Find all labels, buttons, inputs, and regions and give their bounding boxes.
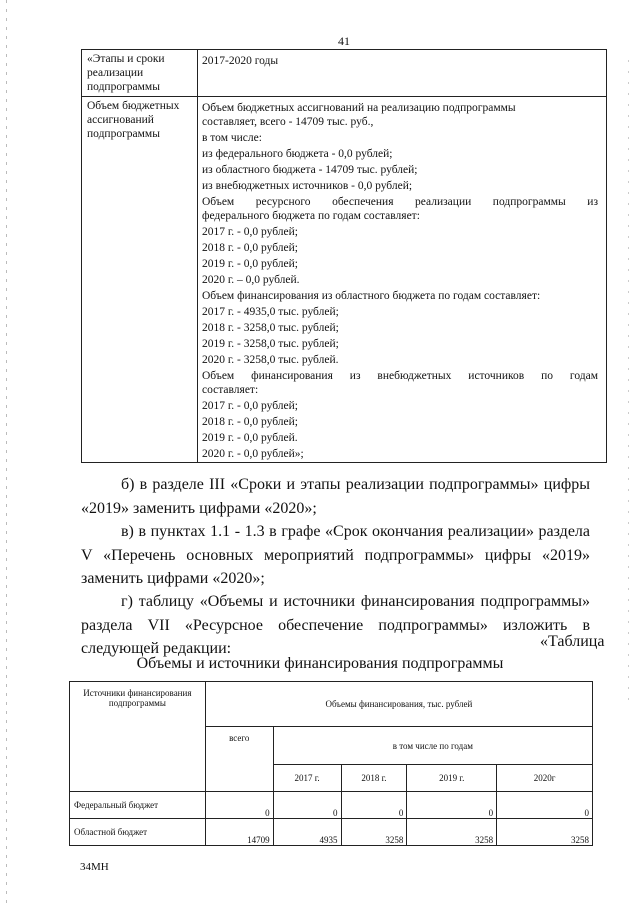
budget-line: 2017 г. - 0,0 рублей; <box>202 226 298 238</box>
row-year-value: 3258 <box>497 819 593 846</box>
paragraph-v <box>81 520 590 591</box>
row-year-value: 0 <box>341 792 407 819</box>
table-note: «Таблица <box>540 633 605 650</box>
budget-line: из областного бюджета - 14709 тыс. рублей; <box>202 164 418 176</box>
budget-line: 2020 г. - 0,0 рублей»; <box>202 448 304 460</box>
row-year-value: 3258 <box>341 819 407 846</box>
header-by-year: в том числе по годам <box>273 727 592 765</box>
passport-table <box>81 49 607 463</box>
budget-line: Объем финансирования из внебюджетных источников по годам <box>202 370 598 382</box>
passport-label-stages: «Этапы и сроки реализации подпрограммы <box>82 50 198 97</box>
row-year-value: 0 <box>497 792 593 819</box>
header-year: 2020г <box>497 765 593 792</box>
paragraph-line: раздела VII «Ресурсное обеспечение подпрограммы» изложить в <box>81 616 590 634</box>
header-year: 2019 г. <box>407 765 497 792</box>
row-year-value: 0 <box>273 792 341 819</box>
budget-line: 2017 г. - 4935,0 тыс. рублей; <box>202 306 339 318</box>
table-row <box>70 819 593 846</box>
budget-line: в том числе: <box>202 132 262 144</box>
row-total: 14709 <box>205 819 273 846</box>
budget-line: составляет, всего - 14709 тыс. руб., <box>202 116 374 128</box>
budget-line: 2018 г. - 0,0 рублей; <box>202 242 298 254</box>
budget-line: Объем ресурсного обеспечения реализации подпрограммы из <box>202 196 598 208</box>
header-year: 2017 г. <box>273 765 341 792</box>
paragraph-line: б) в разделе III «Сроки и этапы реализации подпрограммы» цифры <box>121 476 590 493</box>
paragraph-line: в) в пунктах 1.1 - 1.3 в графе «Срок окончания реализации» раздела <box>121 523 590 540</box>
paragraph-line: заменить цифрами «2020»; <box>81 570 265 587</box>
row-year-value: 0 <box>407 792 497 819</box>
header-volumes: Объемы финансирования, тыс. рублей <box>205 682 592 727</box>
budget-line: 2020 г. - 3258,0 тыс. рублей. <box>202 354 339 366</box>
budget-line: из федерального бюджета - 0,0 рублей; <box>202 148 393 160</box>
passport-row-budget <box>82 97 607 463</box>
row-total: 0 <box>205 792 273 819</box>
budget-line: 2018 г. - 3258,0 тыс. рублей; <box>202 322 339 334</box>
budget-line: 2018 г. - 0,0 рублей; <box>202 416 298 428</box>
budget-line: составляет: <box>202 384 259 396</box>
budget-line: Объем финансирования из областного бюджета по годам составляет: <box>202 290 541 302</box>
passport-value-budget <box>198 97 607 463</box>
row-year-value: 4935 <box>273 819 341 846</box>
header-year: 2018 г. <box>341 765 407 792</box>
budget-line: 2020 г. – 0,0 рублей. <box>202 274 300 286</box>
paragraph-b <box>81 473 590 520</box>
paragraph-line: «2019» заменить цифрами «2020»; <box>81 499 317 517</box>
finance-table <box>69 681 593 846</box>
passport-value-text: 2017-2020 годы <box>202 55 279 67</box>
page-number: 41 <box>338 34 350 48</box>
header-sources: Источники финансирования подпрограммы <box>70 682 206 792</box>
budget-line: 2019 г. - 0,0 рублей. <box>202 432 298 444</box>
passport-label-budget: Объем бюджетных ассигнований подпрограммы <box>82 97 198 463</box>
table-row <box>70 792 593 819</box>
row-source-name: Федеральный бюджет <box>70 792 206 819</box>
budget-line: из внебюджетных источников - 0,0 рублей; <box>202 180 413 192</box>
budget-line: 2019 г. - 3258,0 тыс. рублей; <box>202 338 339 350</box>
paragraph-g <box>81 590 590 661</box>
scan-edge-left <box>6 0 7 905</box>
paragraph-line: V «Перечень основных мероприятий подпрограммы» цифры «2019» <box>81 546 590 564</box>
row-year-value: 3258 <box>407 819 497 846</box>
finance-table-title: Объемы и источники финансирования подпрограммы <box>136 655 504 672</box>
budget-line: 2019 г. - 0,0 рублей; <box>202 258 298 270</box>
footer-code: 34МН <box>80 861 109 873</box>
finance-header-row <box>70 682 593 727</box>
row-source-name: Областной бюджет <box>70 819 206 846</box>
passport-value-stages <box>198 50 607 97</box>
paragraph-line: г) таблицу «Объемы и источники финансирования подпрограммы» <box>121 593 590 610</box>
budget-line: Объем бюджетных ассигнований на реализацию подпрограммы <box>202 102 516 114</box>
scan-edge-right <box>628 60 629 700</box>
budget-line: федерального бюджета по годам составляет: <box>202 210 420 222</box>
budget-line: 2017 г. - 0,0 рублей; <box>202 400 298 412</box>
paragraph-line: следующей редакции: <box>81 640 232 657</box>
passport-row-stages <box>82 50 607 97</box>
header-total: всего <box>205 727 273 792</box>
